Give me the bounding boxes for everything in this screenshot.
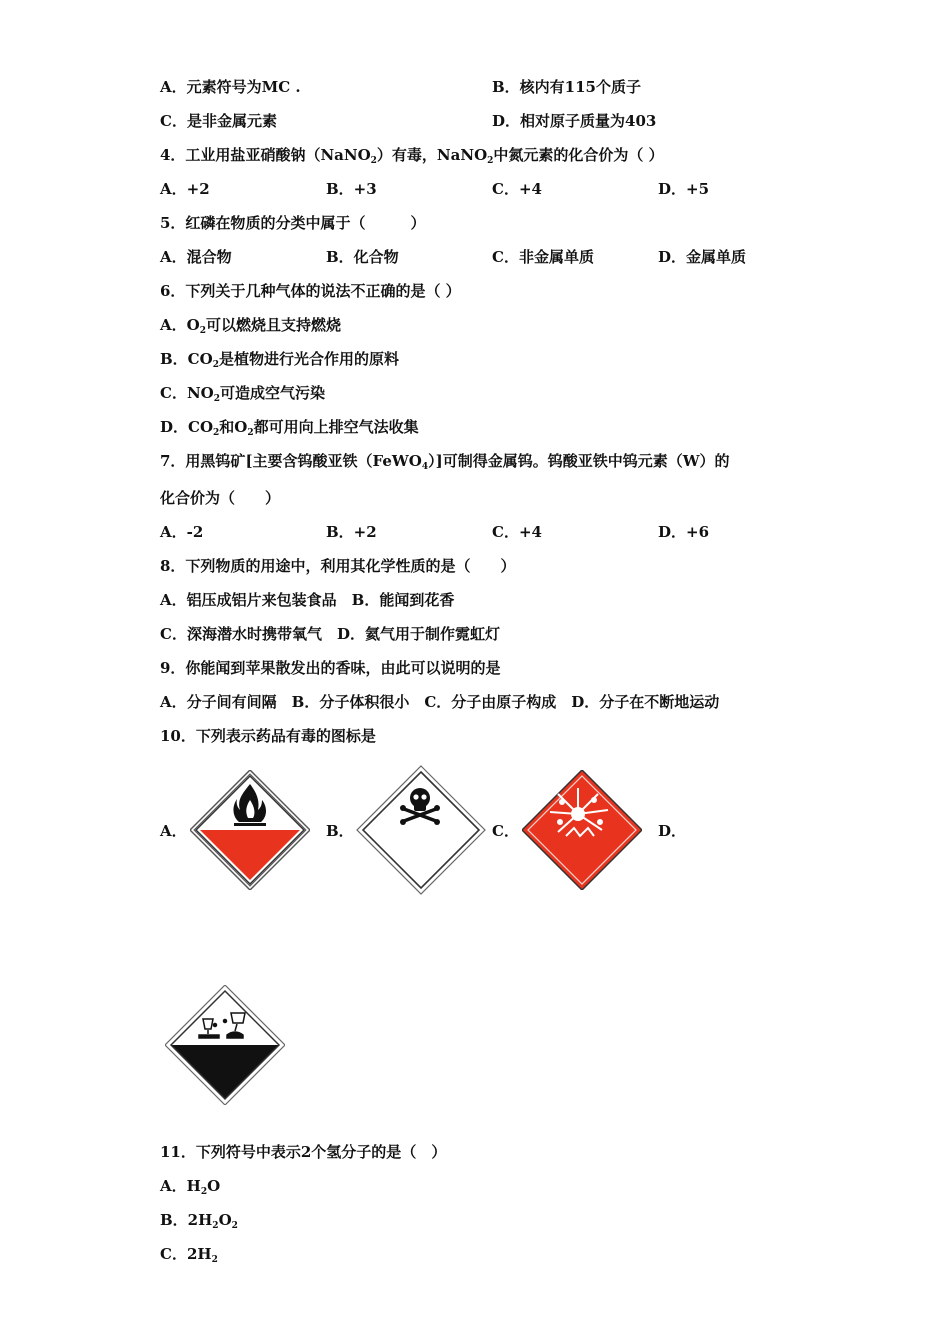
- q7-option-b: B．+2: [326, 523, 377, 541]
- q7-option-a: A．-2: [160, 523, 204, 541]
- q10-stem: 10．下列表示药品有毒的图标是: [160, 727, 376, 745]
- q7-option-c: C．+4: [492, 523, 542, 541]
- q9-stem: 9．你能闻到苹果散发出的香味，由此可以说明的是: [160, 659, 501, 677]
- q7-stem-line2: 化合价为（ ）: [160, 489, 281, 507]
- q4-option-d: D．+5: [658, 180, 710, 198]
- q6-option-b: B．$CO_2$是植物进行光合作用的原料: [160, 350, 399, 370]
- q4-option-a: A．+2: [160, 180, 210, 198]
- q10-label-d: D．: [658, 822, 687, 840]
- q5-stem: 5．红磷在物质的分类中属于（ ）: [160, 214, 426, 232]
- q9-options: A．分子间有间隔 B．分子体积很小 C．分子由原子构成 D．分子在不断地运动: [160, 693, 720, 711]
- q6-option-c: C．$NO_2$可造成空气污染: [160, 384, 325, 404]
- q11-option-c: C．$2H_2$: [160, 1245, 218, 1265]
- q3-option-a: A．元素符号为MC .: [160, 78, 301, 96]
- q4-option-b: B．+3: [326, 180, 377, 198]
- q10-label-c: C．: [492, 822, 519, 840]
- q6-option-d: D．$CO_2$和$O_2$都可用向上排空气法收集: [160, 418, 419, 438]
- q3-option-d: D．相对原子质量为403: [492, 112, 657, 130]
- q4-stem: 4．工业用盐亚硝酸钠（NaNO$_2$）有毒，NaNO$_2$中氮元素的化合价为（ ）: [160, 146, 664, 166]
- q5-option-d: D．金属单质: [658, 248, 747, 266]
- explosive-sign: [522, 770, 642, 890]
- q7-stem: 7．用黑钨矿[主要含钨酸亚铁（FeWO$_4$）]可制得金属钨。钨酸亚铁中钨元素（W）的: [160, 452, 730, 472]
- q11-option-a: A．$H_2O$: [160, 1177, 221, 1197]
- q5-option-c: C．非金属单质: [492, 248, 594, 266]
- q8-options-line2: C．深海潜水时携带氧气 D．氦气用于制作霓虹灯: [160, 625, 500, 643]
- q6-option-a: A．$O_2$可以燃烧且支持燃烧: [160, 316, 341, 336]
- black-lower-half: [171, 1045, 279, 1099]
- q3-option-c: C．是非金属元素: [160, 112, 277, 130]
- corrosive-sign: [165, 985, 285, 1105]
- q8-options-line1: A．铝压成铝片来包装食品 B．能闻到花香: [160, 591, 455, 609]
- q8-stem: 8．下列物质的用途中，利用其化学性质的是（ ）: [160, 557, 516, 575]
- q10-label-a: A．: [160, 822, 187, 840]
- q10-label-b: B．: [326, 822, 354, 840]
- q3-option-b: B．核内有115个质子: [492, 78, 641, 96]
- q11-stem: 11．下列符号中表示2个氢分子的是（ ）: [160, 1143, 447, 1161]
- toxic-sign: [356, 765, 486, 895]
- q5-option-b: B．化合物: [326, 248, 399, 266]
- q6-stem: 6．下列关于几种气体的说法不正确的是（ ）: [160, 282, 461, 300]
- q7-option-d: D．+6: [658, 523, 710, 541]
- q5-option-a: A．混合物: [160, 248, 232, 266]
- q11-option-b: B．$2H_2O_2$: [160, 1211, 238, 1231]
- flammable-solid-sign: [190, 770, 310, 890]
- q4-option-c: C．+4: [492, 180, 542, 198]
